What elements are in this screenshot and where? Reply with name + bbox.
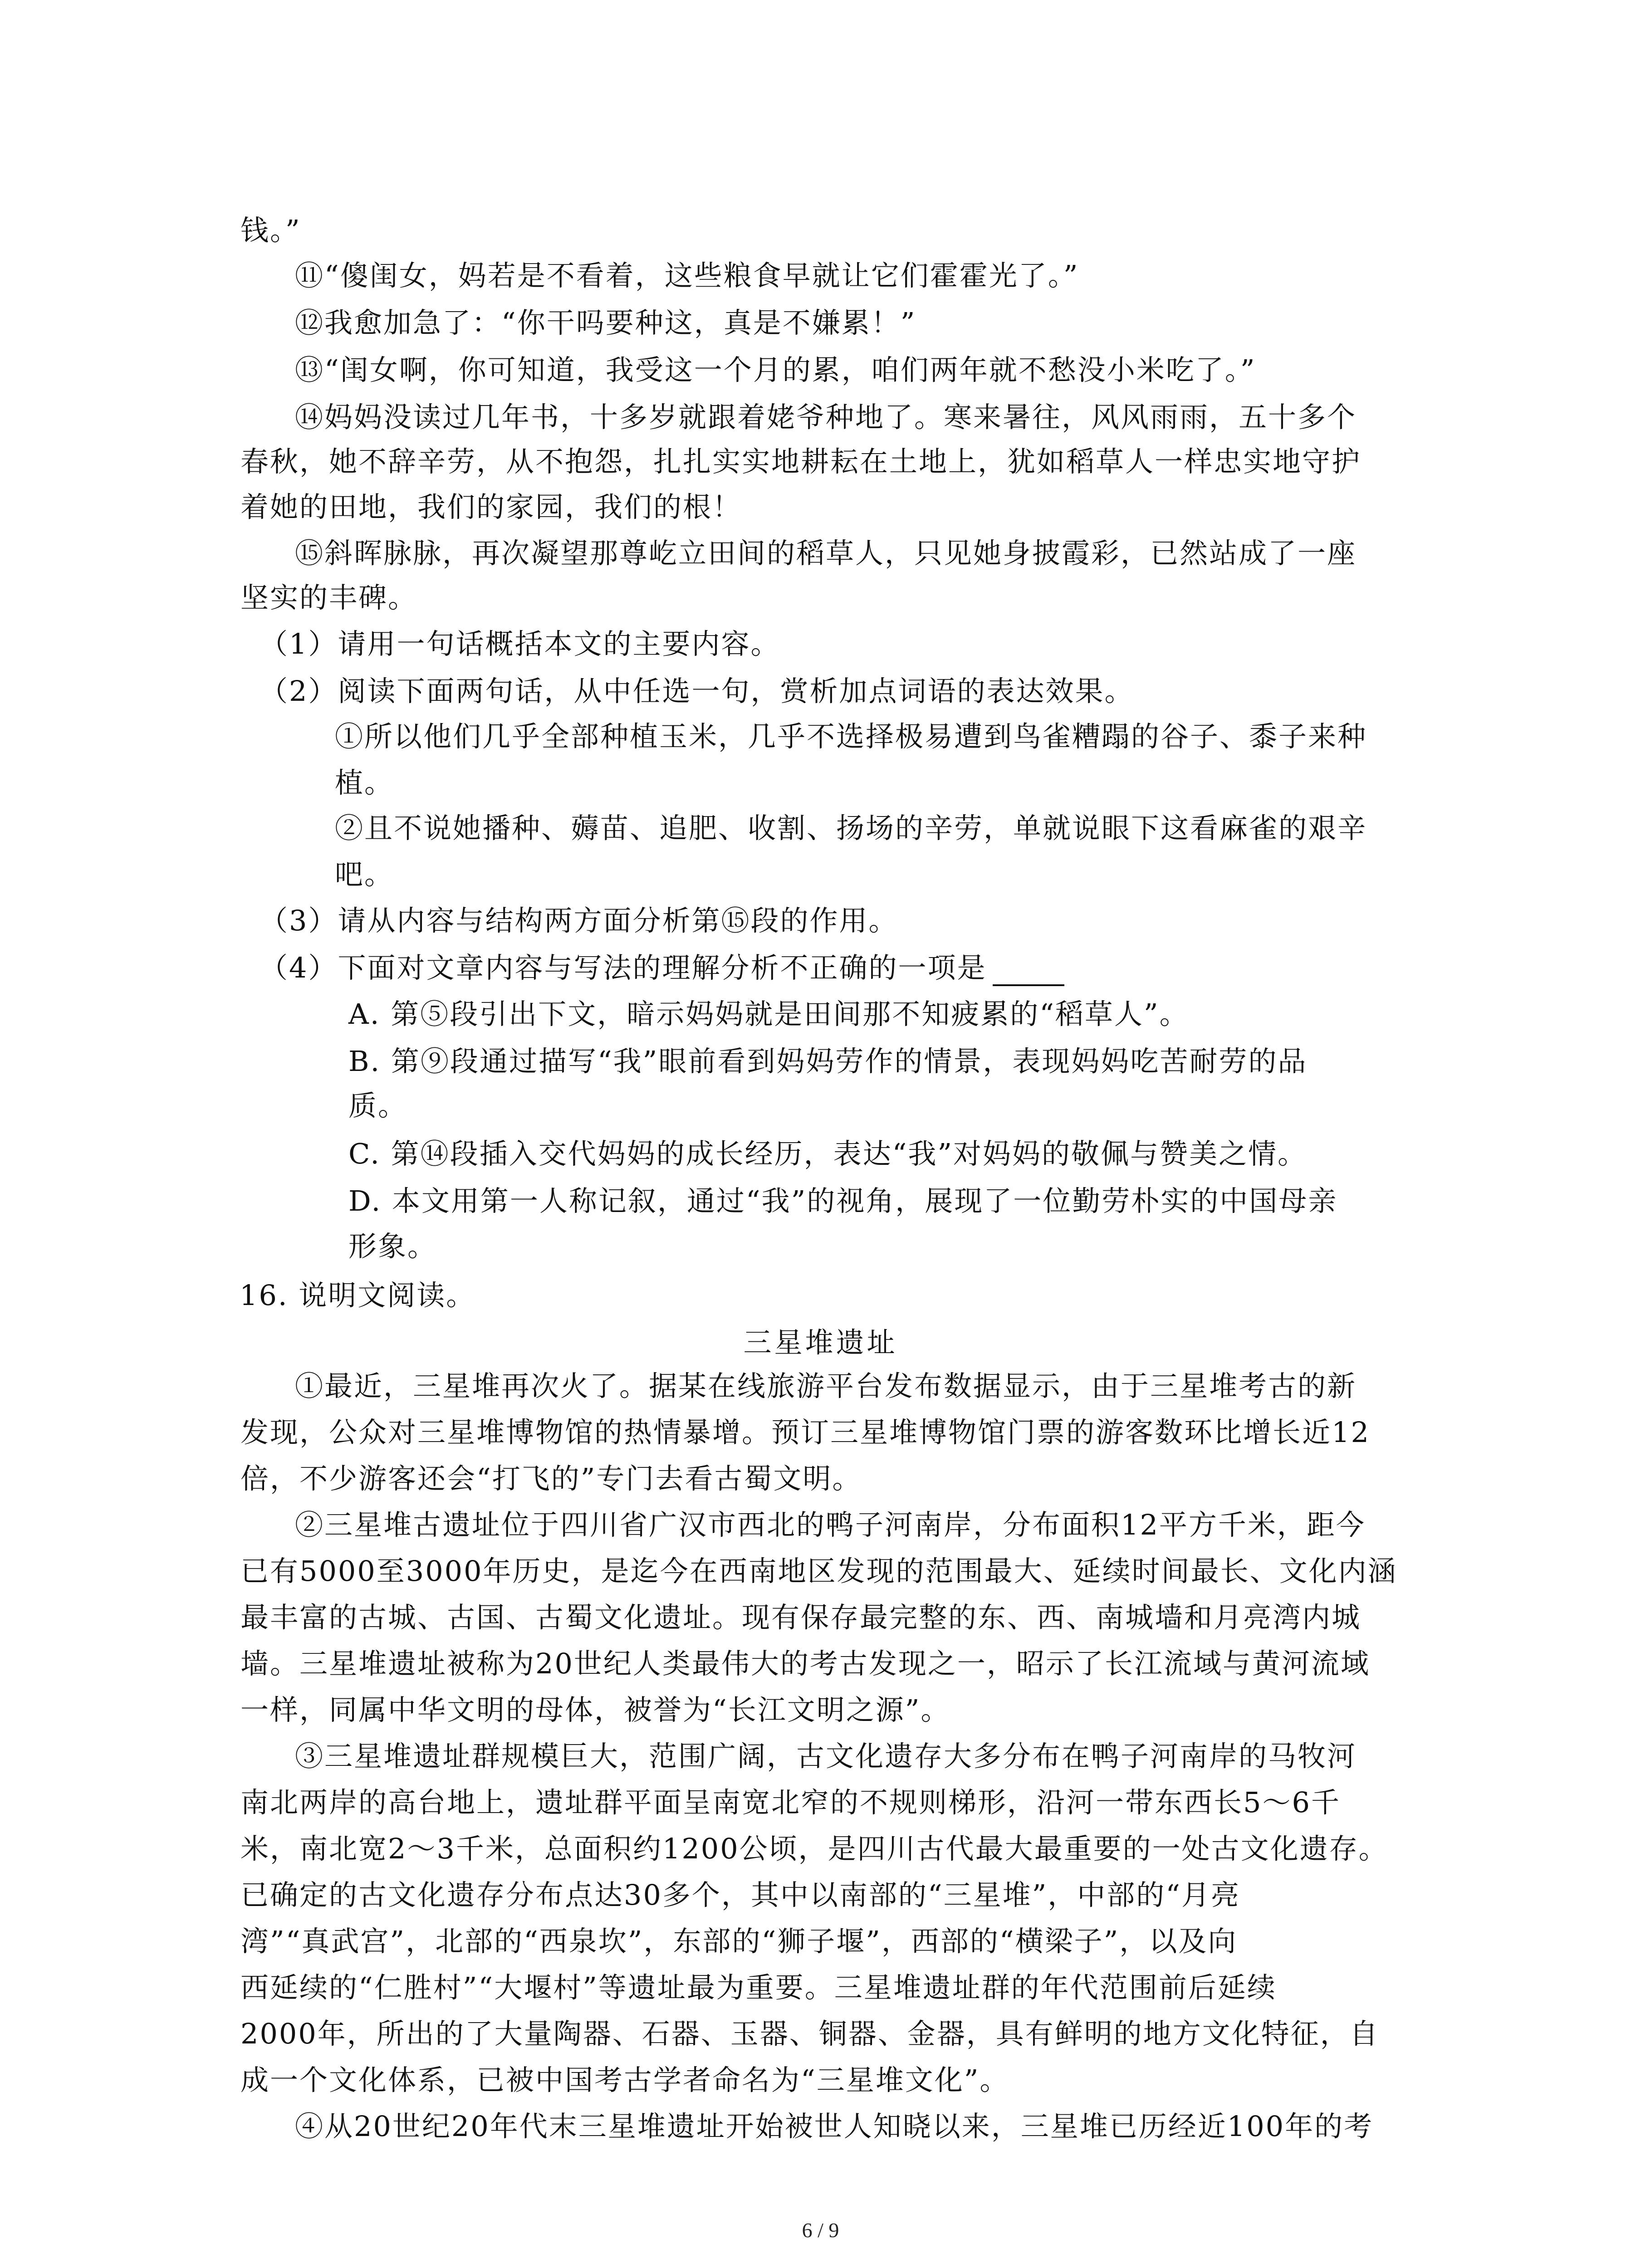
article-line: 已确定的古文化遗存分布点达30多个，其中以南部的“三星堆”，中部的“月亮 <box>240 1878 1240 1911</box>
option-c: C. 第⑭段插入交代妈妈的成长经历，表达“我”对妈妈的敬佩与赞美之情。 <box>348 1137 1308 1170</box>
article-line: ③三星堆遗址群规模巨大，范围广阔，古文化遗存大多分布在鸭子河南岸的马牧河 <box>295 1740 1357 1773</box>
question-1: （1）请用一句话概括本文的主要内容。 <box>260 627 780 660</box>
question-2-sentence-1: ①所以他们几乎全部种植玉米，几乎不选择极易遭到鸟雀糟蹋的谷子、黍子来种 <box>335 720 1367 753</box>
article-title: 三星堆遗址 <box>743 1326 898 1359</box>
option-b: B. 第⑨段通过描写“我”眼前看到妈妈劳作的情景，表现妈妈吃苦耐劳的品 <box>348 1045 1308 1078</box>
article-line: 最丰富的古城、古国、古蜀文化遗址。现有保存最完整的东、西、南城墙和月亮湾内城 <box>240 1601 1362 1634</box>
passage-line: 钱。” <box>240 214 301 247</box>
option-d-cont: 形象。 <box>348 1230 437 1263</box>
question-2: （2）阅读下面两句话，从中任选一句，赏析加点词语的表达效果。 <box>260 675 1134 708</box>
question-2-sentence-2-cont: 吧。 <box>335 858 394 891</box>
passage-line: ⑬“闺女啊，你可知道，我受这一个月的累，咱们两年就不愁没小米吃了。” <box>295 353 1256 386</box>
article-line: 一样，同属中华文明的母体，被誉为“长江文明之源”。 <box>240 1693 950 1726</box>
question-3: （3）请从内容与结构两方面分析第⑮段的作用。 <box>260 904 898 937</box>
article-line: 西延续的“仁胜村”“大堰村”等遗址最为重要。三星堆遗址群的年代范围前后延续 <box>240 1971 1277 2004</box>
question-4 <box>260 950 1064 986</box>
article-line: 2000年，所出的了大量陶器、石器、玉器、铜器、金器，具有鲜明的地方文化特征，自 <box>240 2017 1379 2050</box>
article-line: 发现，公众对三星堆博物馆的热情暴增。预订三星堆博物馆门票的游客数环比增长近12 <box>240 1416 1370 1449</box>
option-d: D. 本文用第一人称记叙，通过“我”的视角，展现了一位勤劳朴实的中国母亲 <box>348 1184 1338 1217</box>
article-line: ①最近，三星堆再次火了。据某在线旅游平台发布数据显示，由于三星堆考古的新 <box>295 1369 1357 1403</box>
answer-blank <box>993 957 1064 986</box>
article-line: 倍，不少游客还会“打飞的”专门去看古蜀文明。 <box>240 1462 862 1495</box>
article-line: ②三星堆古遗址位于四川省广汉市西北的鸭子河南岸，分布面积12平方千米，距今 <box>295 1508 1366 1541</box>
passage-line: ⑭妈妈没读过几年书，十多岁就跟着姥爷种地了。寒来暑往，风风雨雨，五十多个 <box>295 401 1357 434</box>
passage-line: 春秋，她不辞辛劳，从不抱怨，扎扎实实地耕耘在土地上，犹如稻草人一样忠实地守护 <box>240 445 1362 478</box>
passage-line: 坚实的丰碑。 <box>240 581 418 614</box>
article-line: 米，南北宽2～3千米，总面积约1200公顷，是四川古代最大最重要的一处古文化遗存。 <box>240 1832 1388 1865</box>
article-line: 南北两岸的高台地上，遗址群平面呈南宽北窄的不规则梯形，沿河一带东西长5～6千 <box>240 1786 1341 1819</box>
article-line: ④从20世纪20年代末三星堆遗址开始被世人知晓以来，三星堆已历经近100年的考 <box>295 2110 1374 2143</box>
question-2-sentence-2: ②且不说她播种、薅苗、追肥、收割、扬场的辛劳，单就说眼下这看麻雀的艰辛 <box>335 811 1367 845</box>
question-2-sentence-1-cont: 植。 <box>335 766 394 799</box>
article-line: 成一个文化体系，已被中国考古学者命名为“三星堆文化”。 <box>240 2063 1009 2097</box>
passage-line: 着她的田地，我们的家园，我们的根！ <box>240 490 742 523</box>
section-heading: 16. 说明文阅读。 <box>240 1279 476 1312</box>
article-line: 墙。三星堆遗址被称为20世纪人类最伟大的考古发现之一，昭示了长江流域与黄河流域 <box>240 1647 1370 1680</box>
option-b-cont: 质。 <box>348 1089 408 1122</box>
passage-line: ⑫我愈加急了：“你干吗要种这，真是不嫌累！” <box>295 306 916 339</box>
passage-line: ⑮斜晖脉脉，再次凝望那尊屹立田间的稻草人，只见她身披霞彩，已然站成了一座 <box>295 537 1357 570</box>
page-number: 6 / 9 <box>802 2219 839 2242</box>
article-line: 湾”“真武宫”，北部的“西泉坎”，东部的“狮子堰”，西部的“横梁子”，以及向 <box>240 1925 1238 1958</box>
option-a: A. 第⑤段引出下文，暗示妈妈就是田间那不知疲累的“稻草人”。 <box>348 997 1189 1031</box>
passage-line: ⑪“傻闺女，妈若是不看着，这些粮食早就让它们霍霍光了。” <box>295 259 1079 292</box>
question-4-text: （4）下面对文章内容与写法的理解分析不正确的一项是 <box>260 951 987 984</box>
article-line: 已有5000至3000年历史，是迄今在西南地区发现的范围最大、延续时间最长、文化内涵 <box>240 1554 1397 1588</box>
